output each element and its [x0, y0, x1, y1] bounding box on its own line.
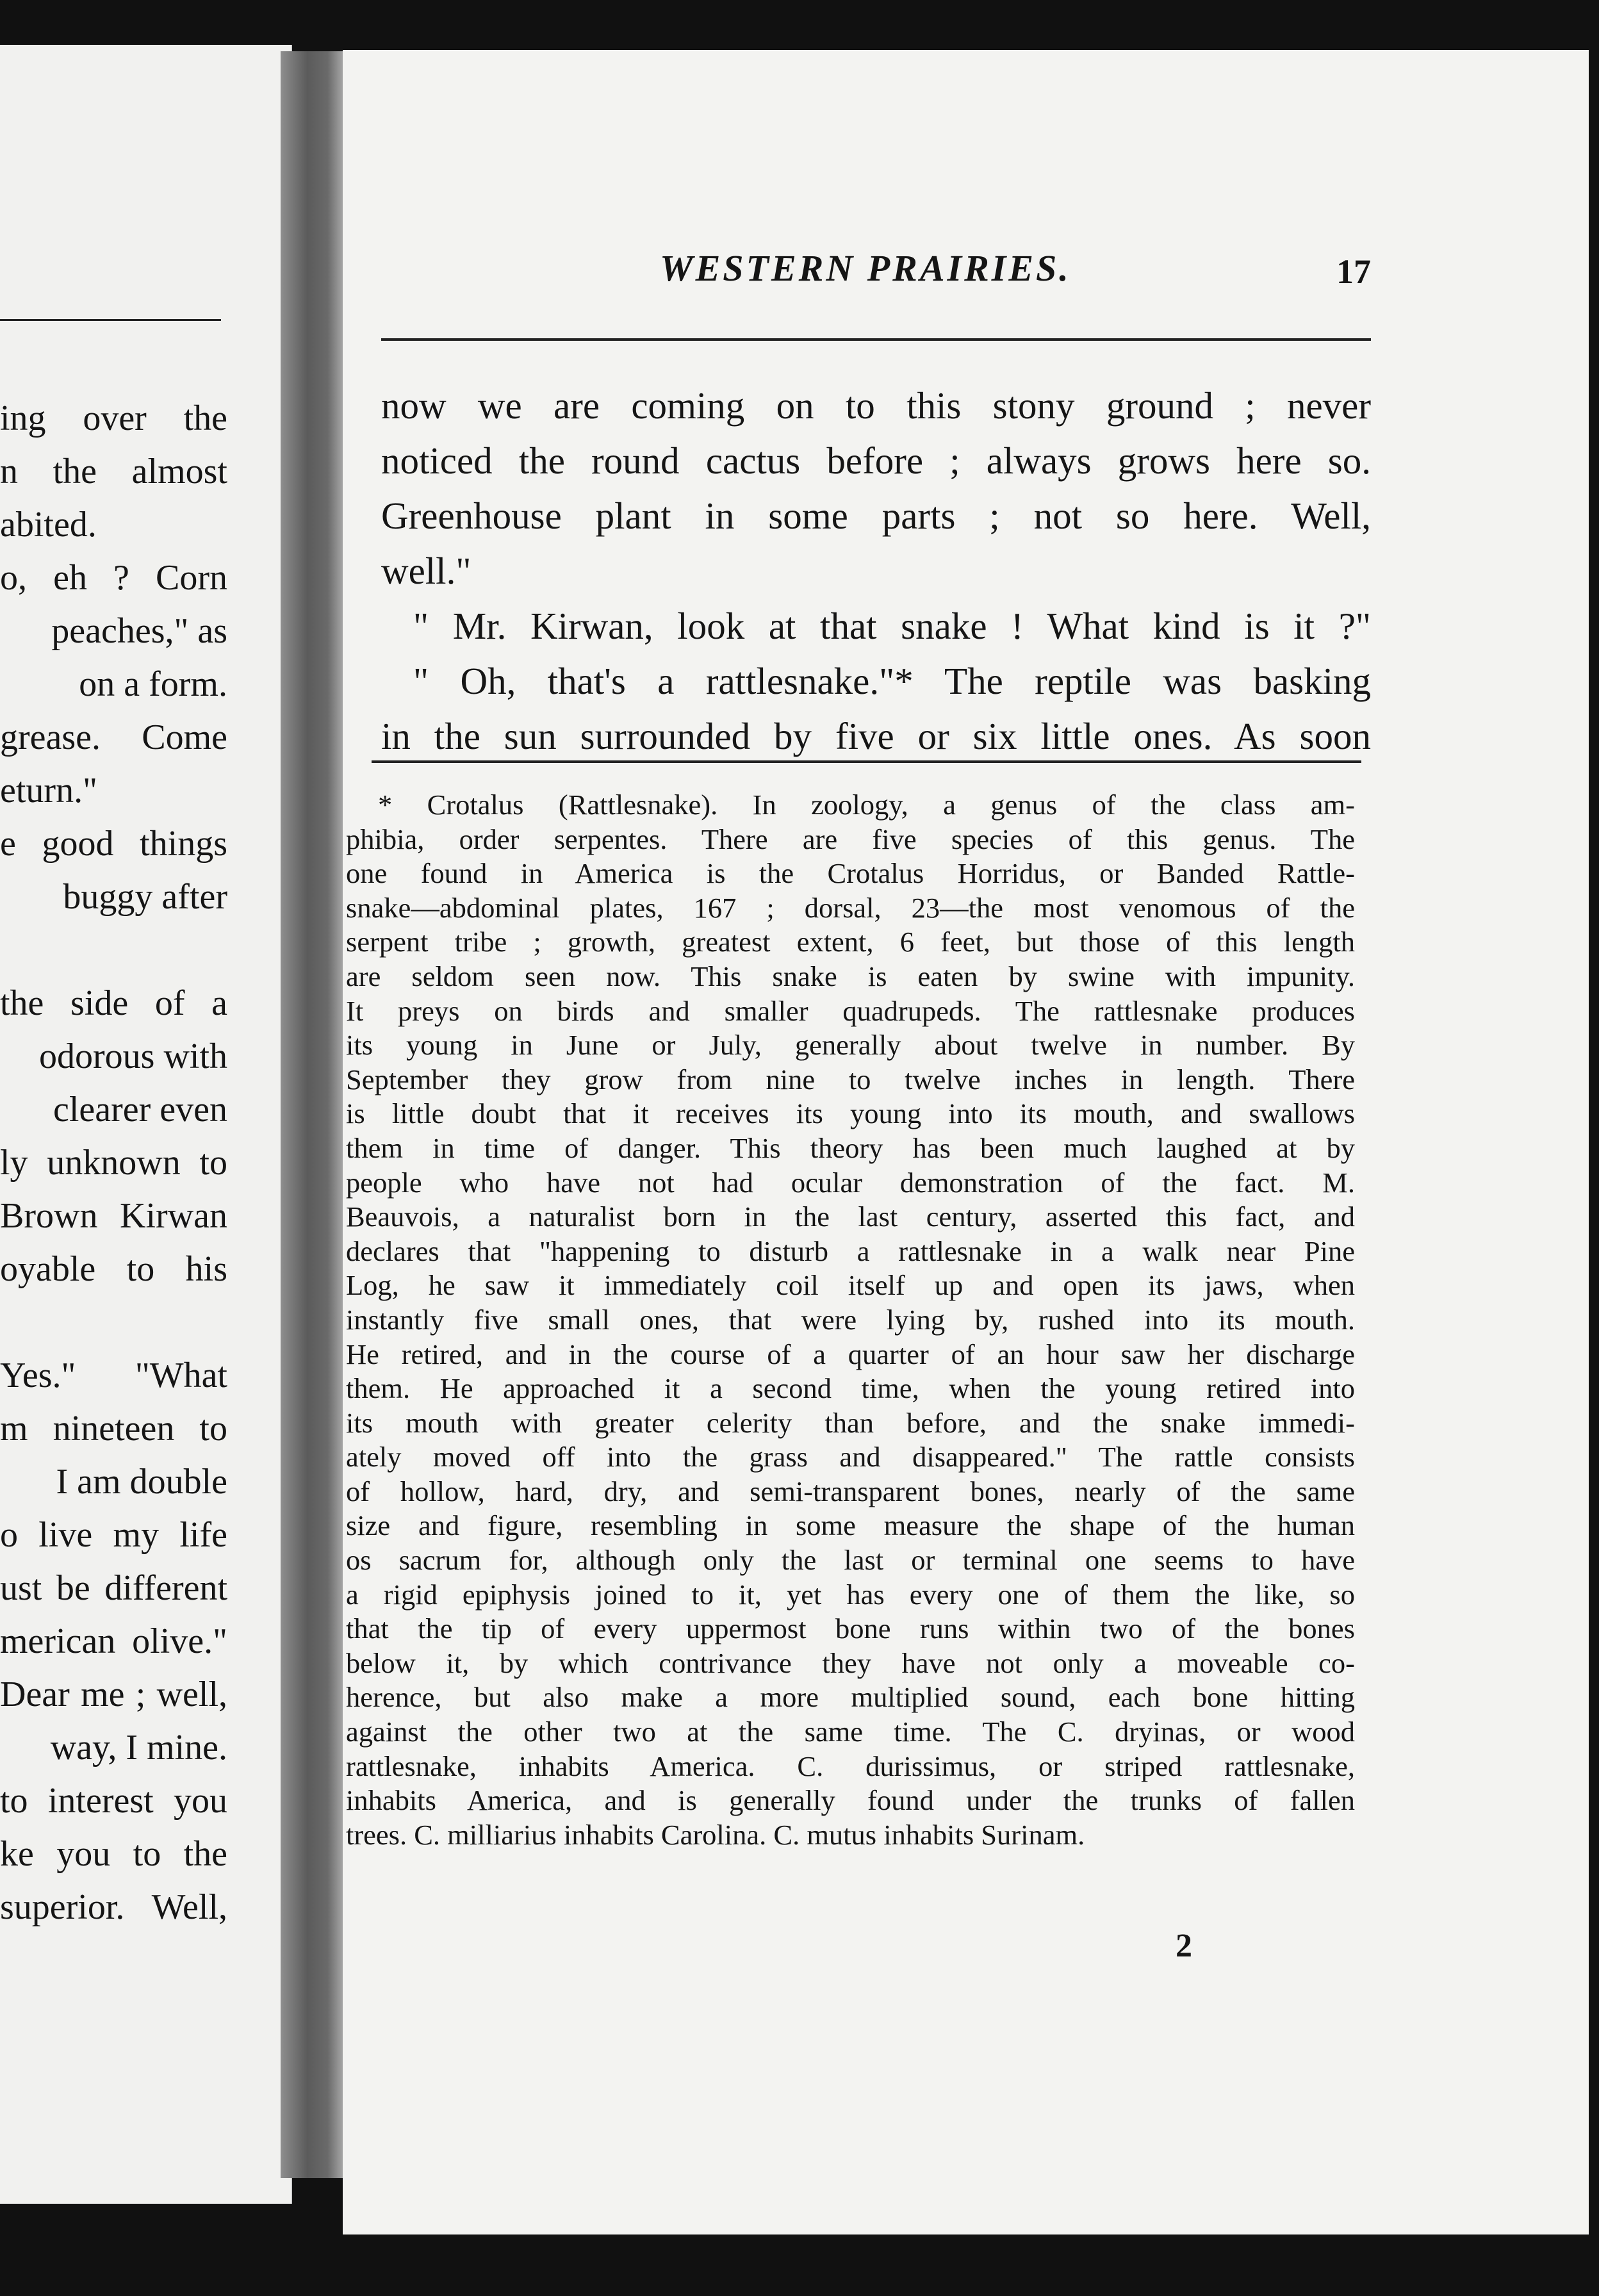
left-text-line: buggy after — [63, 877, 227, 917]
footnote-line: It preys on birds and smaller quadrupeds. The rattlesnake produces — [346, 994, 1355, 1027]
footnote-line: os sacrum for, although only the last or terminal one seems to have — [346, 1544, 1355, 1577]
left-page-header-rule — [0, 319, 221, 321]
footnote-line: against the other two at the same time. The C. dryinas, or wood — [346, 1716, 1355, 1748]
running-head: WESTERN PRAIRIES. — [660, 247, 1071, 289]
footnote-line: Beauvois, a naturalist born in the last century, asserted this fact, and — [346, 1201, 1355, 1233]
left-text-line: merican olive." — [0, 1621, 227, 1661]
page-number: 17 — [1336, 252, 1371, 291]
left-page — [0, 45, 292, 2204]
footnote-line: people who have not had ocular demonstration of the fact. M. — [346, 1166, 1355, 1199]
footnote-line: are seldom seen now. This snake is eaten by swine with impunity. — [346, 960, 1355, 992]
footnote-line: declares that "happening to disturb a rattlesnake in a walk near Pine — [346, 1234, 1355, 1267]
footnote-line: September they grow from nine to twelve inches in length. There — [346, 1063, 1355, 1095]
page-header — [317, 221, 1371, 298]
left-text-line: peaches," as — [51, 611, 227, 651]
left-text-line: ing over the — [0, 398, 227, 438]
body-line: noticed the round cactus before ; always grows here so. — [381, 439, 1371, 482]
footnote-line: serpent tribe ; growth, greatest extent, 6 feet, but those of this length — [346, 926, 1355, 958]
footnote-line: a rigid epiphysis joined to it, yet has every one of them the like, so — [346, 1578, 1355, 1611]
footnote-line: He retired, and in the course of a quarter of an hour saw her discharge — [346, 1338, 1355, 1370]
footnote-line: herence, but also make a more multiplied sound, each bone hitting — [346, 1681, 1355, 1714]
left-text-line: the side of a — [0, 983, 227, 1023]
left-text-line: clearer even — [53, 1090, 227, 1129]
footnote-line: one found in America is the Crotalus Horridus, or Banded Rattle- — [346, 857, 1355, 890]
footnote-line: its young in June or July, generally about twelve in number. By — [346, 1029, 1355, 1062]
left-text-line: o live my life — [0, 1515, 227, 1555]
left-text-line: to interest you — [0, 1781, 227, 1821]
signature-mark: 2 — [1176, 1928, 1192, 1964]
body-line: well." — [381, 550, 472, 592]
left-text-line: n the almost — [0, 452, 227, 491]
left-text-line: e good things — [0, 824, 227, 864]
body-line: in the sun surrounded by five or six little ones. As soon — [381, 715, 1371, 757]
body-line: now we are coming on to this stony ground ; never — [381, 384, 1371, 427]
body-line: Greenhouse plant in some parts ; not so here. Well, — [381, 495, 1371, 537]
footnote-line: below it, by which contrivance they have not only a moveable co- — [346, 1646, 1355, 1679]
left-text-line: Dear me ; well, — [0, 1675, 227, 1714]
body-text — [381, 378, 1371, 764]
left-text-line: grease. Come — [0, 718, 227, 757]
left-text-line: superior. Well, — [0, 1887, 227, 1927]
left-text-line: Brown Kirwan — [0, 1196, 227, 1236]
header-rule — [381, 338, 1371, 341]
footnote-line: ately moved off into the grass and disappeared." The rattle consists — [346, 1441, 1355, 1473]
left-text-line: way, I mine. — [50, 1728, 227, 1767]
footnote-line: them. He approached it a second time, when the young retired into — [346, 1372, 1355, 1405]
footnote-line: of hollow, hard, dry, and semi-transparent bones, nearly of the same — [346, 1475, 1355, 1507]
left-text-line: m nineteen to — [0, 1409, 227, 1448]
footnote-line: phibia, order serpentes. There are five species of this genus. The — [346, 823, 1355, 855]
left-text-line: oyable to his — [0, 1249, 227, 1289]
left-text-line: abited. — [0, 505, 97, 545]
footnote-line: inhabits America, and is generally found under the trunks of fallen — [346, 1784, 1355, 1817]
left-text-line: o, eh ? Corn — [0, 558, 227, 598]
left-text-line: Yes." "What — [0, 1356, 227, 1395]
left-text-line: on a form. — [79, 664, 227, 704]
left-text-line: ust be different — [0, 1568, 227, 1608]
left-text-line: odorous with — [39, 1037, 227, 1076]
left-text-line: I am double — [56, 1462, 227, 1502]
footnote-line: instantly five small ones, that were lying by, rushed into its mouth. — [346, 1303, 1355, 1336]
footnote-line: is little doubt that it receives its young into its mouth, and swallows — [346, 1097, 1355, 1130]
footnote-line: * Crotalus (Rattlesnake). In zoology, a genus of the class am- — [378, 789, 1355, 821]
left-text-line: ke you to the — [0, 1834, 227, 1874]
body-line: " Oh, that's a rattlesnake."* The reptile was basking — [413, 660, 1371, 702]
book-gutter-shadow — [281, 51, 348, 2178]
footnote-line: its mouth with greater celerity than before, and the snake immedi- — [346, 1406, 1355, 1439]
footnote-line: snake—abdominal plates, 167 ; dorsal, 23—the most venomous of the — [346, 891, 1355, 924]
left-text-line: eturn." — [0, 771, 97, 810]
footnote — [346, 788, 1355, 1852]
footnote-line: size and figure, resembling in some measure the shape of the human — [346, 1509, 1355, 1542]
left-text-line: ly unknown to — [0, 1143, 227, 1183]
footnote-line: them in time of danger. This theory has been much laughed at by — [346, 1131, 1355, 1164]
footnote-line: trees. C. milliarius inhabits Carolina. C. mutus inhabits Surinam. — [346, 1818, 1085, 1851]
footnote-line: that the tip of every uppermost bone runs within two of the bones — [346, 1612, 1355, 1645]
footnote-line: rattlesnake, inhabits America. C. durissimus, or striped rattlesnake, — [346, 1750, 1355, 1782]
footnote-line: Log, he saw it immediately coil itself up and open its jaws, when — [346, 1269, 1355, 1302]
body-line: " Mr. Kirwan, look at that snake ! What kind is it ?" — [413, 605, 1371, 647]
footnote-rule — [372, 760, 1361, 763]
